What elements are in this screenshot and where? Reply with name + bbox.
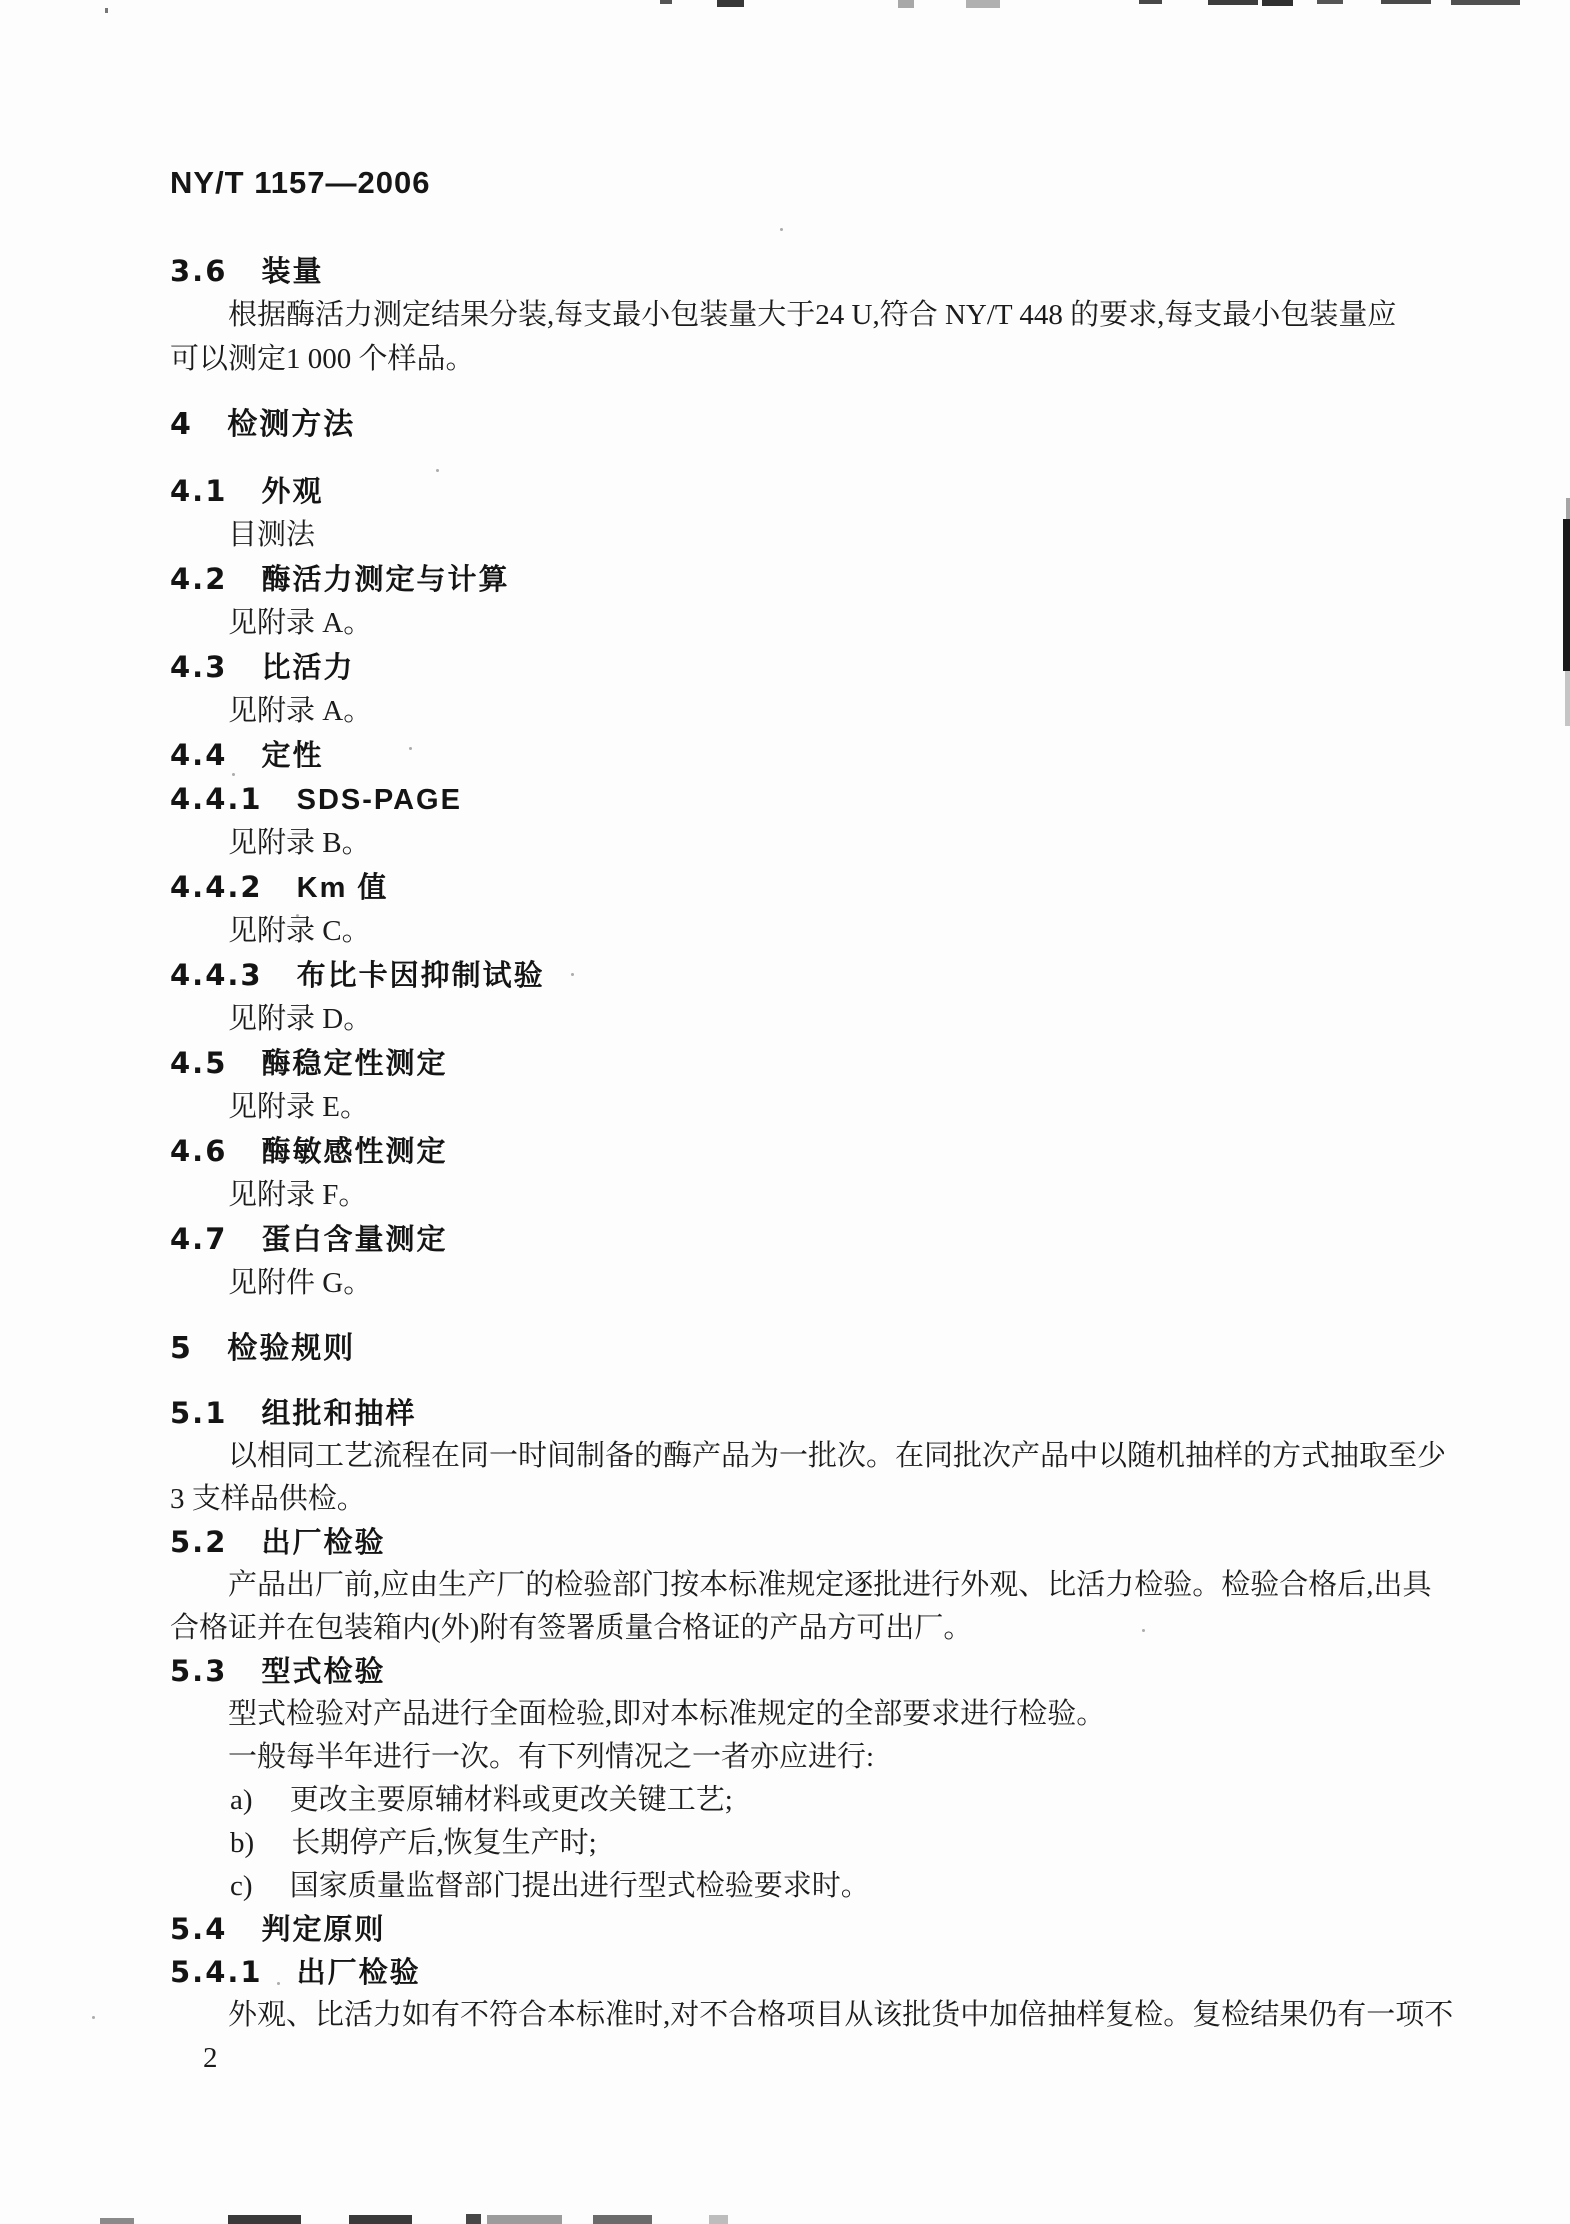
scan-artifact-bottom bbox=[349, 2215, 412, 2224]
section-heading bbox=[170, 1908, 1500, 1951]
body-line bbox=[170, 821, 1500, 865]
list-item bbox=[170, 1865, 1500, 1908]
line-text: Km 值 bbox=[296, 872, 389, 904]
line-number: 4.4 bbox=[170, 738, 228, 772]
scan-artifact-bottom bbox=[593, 2215, 652, 2224]
body-line bbox=[170, 1173, 1500, 1217]
body-line bbox=[170, 1994, 1500, 2037]
line-number: 4.1 bbox=[170, 474, 228, 508]
line-text: 外观 bbox=[261, 476, 324, 508]
body-line bbox=[170, 513, 1500, 557]
section-heading bbox=[170, 645, 1500, 689]
body-line bbox=[170, 1736, 1500, 1779]
body-line bbox=[170, 1478, 1500, 1521]
line-number: 4.4.3 bbox=[170, 958, 263, 992]
body-line bbox=[170, 1435, 1500, 1478]
scan-artifact-binding bbox=[1563, 519, 1570, 671]
page-number: 2 bbox=[203, 2042, 218, 2074]
line-text: 见附件 G。 bbox=[228, 1267, 373, 1299]
body-line bbox=[170, 1607, 1500, 1650]
scan-artifact-bottom bbox=[466, 2214, 481, 2224]
body-line bbox=[170, 1564, 1500, 1607]
line-text: 见附录 A。 bbox=[228, 607, 373, 639]
section-heading bbox=[170, 469, 1500, 513]
line-text: 见附录 F。 bbox=[228, 1179, 368, 1211]
line-text: 合格证并在包装箱内(外)附有签署质量合格证的产品方可出厂。 bbox=[170, 1612, 973, 1644]
scan-artifact-binding bbox=[1566, 498, 1570, 520]
line-text: 组批和抽样 bbox=[261, 1398, 417, 1430]
line-text: 目测法 bbox=[228, 519, 316, 551]
chapter-4-block bbox=[170, 403, 1500, 1305]
section-heading bbox=[170, 733, 1500, 777]
line-number: 4.3 bbox=[170, 650, 228, 684]
line-text: 见附录 C。 bbox=[228, 915, 371, 947]
chapter-heading bbox=[170, 403, 1500, 447]
list-item bbox=[170, 1779, 1500, 1822]
section-heading bbox=[170, 1650, 1500, 1693]
chapter-heading bbox=[170, 1327, 1500, 1370]
line-text: 装量 bbox=[261, 256, 324, 288]
line-text: 酶敏感性测定 bbox=[261, 1136, 448, 1168]
chapter-5-block bbox=[170, 1327, 1500, 2037]
line-number: 4.2 bbox=[170, 562, 228, 596]
line-number: 4.4.2 bbox=[170, 870, 263, 904]
body-line bbox=[170, 293, 1500, 337]
section-heading bbox=[170, 865, 1500, 909]
scan-artifact-binding bbox=[1565, 671, 1570, 726]
list-item bbox=[170, 1822, 1500, 1865]
section-heading bbox=[170, 557, 1500, 601]
section-heading bbox=[170, 249, 1500, 293]
line-number: 5.1 bbox=[170, 1396, 228, 1430]
body-line bbox=[170, 601, 1500, 645]
line-text: 检验规则 bbox=[227, 1332, 356, 1365]
line-text: 定性 bbox=[261, 740, 324, 772]
section-heading bbox=[170, 1951, 1500, 1994]
line-text: 酶活力测定与计算 bbox=[261, 564, 510, 596]
line-number: b) bbox=[230, 1827, 255, 1859]
scan-artifact-bottom bbox=[228, 2215, 301, 2224]
line-text: 可以测定1 000 个样品。 bbox=[170, 343, 475, 375]
line-number: 4.5 bbox=[170, 1046, 228, 1080]
line-text: 国家质量监督部门提出进行型式检验要求时。 bbox=[289, 1870, 870, 1902]
body-line bbox=[170, 1085, 1500, 1129]
body-line bbox=[170, 909, 1500, 953]
line-text: 长期停产后,恢复生产时; bbox=[291, 1827, 597, 1859]
section-heading bbox=[170, 1217, 1500, 1261]
body-line bbox=[170, 689, 1500, 733]
body-line bbox=[170, 1693, 1500, 1736]
line-number: 3.6 bbox=[170, 254, 228, 288]
line-text: 以相同工艺流程在同一时间制备的酶产品为一批次。在同批次产品中以随机抽样的方式抽取至少 bbox=[228, 1440, 1447, 1472]
line-text: 见附录 A。 bbox=[228, 695, 373, 727]
section-heading bbox=[170, 1041, 1500, 1085]
body-line bbox=[170, 997, 1500, 1041]
line-number: a) bbox=[230, 1784, 253, 1816]
line-text: SDS-PAGE bbox=[296, 784, 462, 816]
line-number: 5.4 bbox=[170, 1912, 228, 1946]
line-number: 5.3 bbox=[170, 1654, 228, 1688]
line-number: 4.7 bbox=[170, 1222, 228, 1256]
section-heading bbox=[170, 1521, 1500, 1564]
line-number: 4.4.1 bbox=[170, 782, 263, 816]
line-text: 根据酶活力测定结果分装,每支最小包装量大于24 U,符合 NY/T 448 的要求,每支最小包装量应 bbox=[228, 299, 1397, 331]
standard-number-header: NY/T 1157—2006 bbox=[170, 165, 431, 200]
line-text: 见附录 B。 bbox=[228, 827, 371, 859]
line-number: c) bbox=[230, 1870, 253, 1902]
line-text: 出厂检验 bbox=[261, 1527, 386, 1559]
scan-artifact-bottom bbox=[100, 2218, 134, 2224]
body-line bbox=[170, 1261, 1500, 1305]
line-text: 产品出厂前,应由生产厂的检验部门按本标准规定逐批进行外观、比活力检验。检验合格后,出具 bbox=[228, 1569, 1432, 1601]
line-text: 出厂检验 bbox=[296, 1957, 421, 1989]
line-text: 判定原则 bbox=[261, 1914, 386, 1946]
scan-artifact-bottom bbox=[487, 2215, 562, 2224]
line-number: 4 bbox=[170, 407, 193, 442]
line-text: 型式检验 bbox=[261, 1656, 386, 1688]
line-number: 5.2 bbox=[170, 1525, 228, 1559]
line-text: 蛋白含量测定 bbox=[261, 1224, 448, 1256]
line-text: 3 支样品供检。 bbox=[170, 1483, 366, 1515]
section-heading bbox=[170, 1392, 1500, 1435]
line-number: 4.6 bbox=[170, 1134, 228, 1168]
section-3-6-block bbox=[170, 249, 1500, 381]
line-text: 更改主要原辅材料或更改关键工艺; bbox=[289, 1784, 733, 1816]
line-text: 见附录 D。 bbox=[228, 1003, 373, 1035]
section-heading bbox=[170, 777, 1500, 821]
line-number: 5.4.1 bbox=[170, 1955, 263, 1989]
line-text: 一般每半年进行一次。有下列情况之一者亦应进行: bbox=[228, 1741, 875, 1773]
line-number: 5 bbox=[170, 1331, 193, 1366]
line-text: 见附录 E。 bbox=[228, 1091, 369, 1123]
line-text: 布比卡因抑制试验 bbox=[296, 960, 545, 992]
body-line bbox=[170, 337, 1500, 381]
line-text: 外观、比活力如有不符合本标准时,对不合格项目从该批货中加倍抽样复检。复检结果仍有一项不 bbox=[228, 1999, 1454, 2031]
section-heading bbox=[170, 1129, 1500, 1173]
line-text: 型式检验对产品进行全面检验,即对本标准规定的全部要求进行检验。 bbox=[228, 1698, 1106, 1730]
line-text: 比活力 bbox=[261, 652, 355, 684]
line-text: 酶稳定性测定 bbox=[261, 1048, 448, 1080]
line-text: 检测方法 bbox=[227, 408, 356, 441]
section-heading bbox=[170, 953, 1500, 997]
scan-artifact-bottom bbox=[709, 2215, 728, 2224]
